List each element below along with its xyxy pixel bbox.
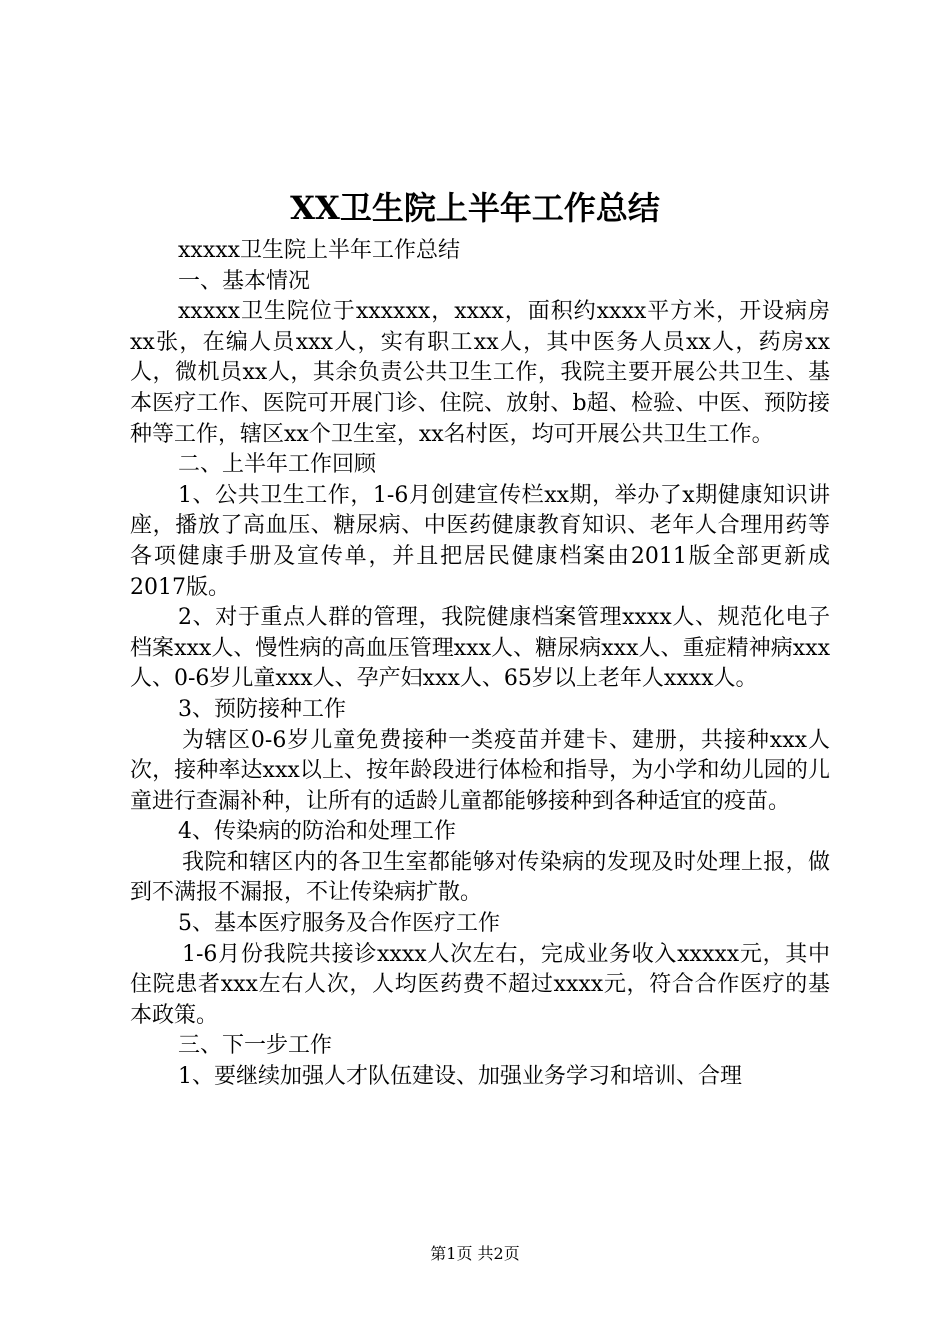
- document-title: XX卫生院上半年工作总结: [290, 189, 660, 227]
- heading-basic-medical: 5、基本医疗服务及合作医疗工作: [178, 911, 500, 937]
- paragraph-next-steps: 1、要继续加强人才队伍建设、加强业务学习和培训、合理: [178, 1064, 742, 1090]
- paragraph-public-health: 1、公共卫生工作，1-6月创建宣传栏xx期，举办了x期健康知识讲座，播放了高血压、糖尿病、中医药健康教育知识、老年人合理用药等各项健康手册及宣传单，并且把居民健康档案由2011版全部更新成2017版。: [130, 482, 830, 600]
- heading-infectious-disease: 4、传染病的防治和处理工作: [178, 819, 456, 845]
- document-body: [130, 236, 830, 1093]
- heading-basic-situation: 一、基本情况: [178, 268, 311, 294]
- paragraph-infectious-disease: 我院和辖区内的各卫生室都能够对传染病的发现及时处理上报，做到不满报不漏报，不让传染病扩散。: [130, 849, 830, 906]
- heading-next-steps: 三、下一步工作: [178, 1033, 333, 1059]
- paragraph-basic-medical: 1-6月份我院共接诊xxxx人次左右，完成业务收入xxxxx元，其中住院患者xxx左右人次，人均医药费不超过xxxx元，符合合作医疗的基本政策。: [130, 941, 830, 1028]
- paragraph-key-population: 2、对于重点人群的管理，我院健康档案管理xxxx人、规范化电子档案xxx人、慢性病的高血压管理xxx人、糖尿病xxx人、重症精神病xxx人、0-6岁儿童xxx人、孕产妇xxx人、65岁以上老年人xxxx人。: [130, 605, 830, 692]
- heading-first-half-review: 二、上半年工作回顾: [178, 452, 377, 478]
- paragraph-vaccination: 为辖区0-6岁儿童免费接种一类疫苗并建卡、建册，共接种xxx人次，接种率达xxx以上、按年龄段进行体检和指导，为小学和幼儿园的儿童进行查漏补种，让所有的适龄儿童都能够接种到各种适宜的疫苗。: [130, 727, 830, 814]
- heading-vaccination: 3、预防接种工作: [178, 696, 346, 722]
- paragraph-subtitle: xxxxx卫生院上半年工作总结: [178, 238, 461, 263]
- page-footer: 第1页 共2页: [430, 1244, 520, 1263]
- paragraph-basic-situation: xxxxx卫生院位于xxxxxx，xxxx，面积约xxxx平方米，开设病房xx张，在编人员xxx人，实有职工xx人，其中医务人员xx人，药房xx人，微机员xx人，其余负责公共卫生工作，我院主要开展公共卫生、基本医疗工作、医院可开展门诊、住院、放射、b超、检验、中医、预防接种等工作，辖区xx个卫生室，xx名村医，均可开展公共卫生工作。: [130, 299, 830, 447]
